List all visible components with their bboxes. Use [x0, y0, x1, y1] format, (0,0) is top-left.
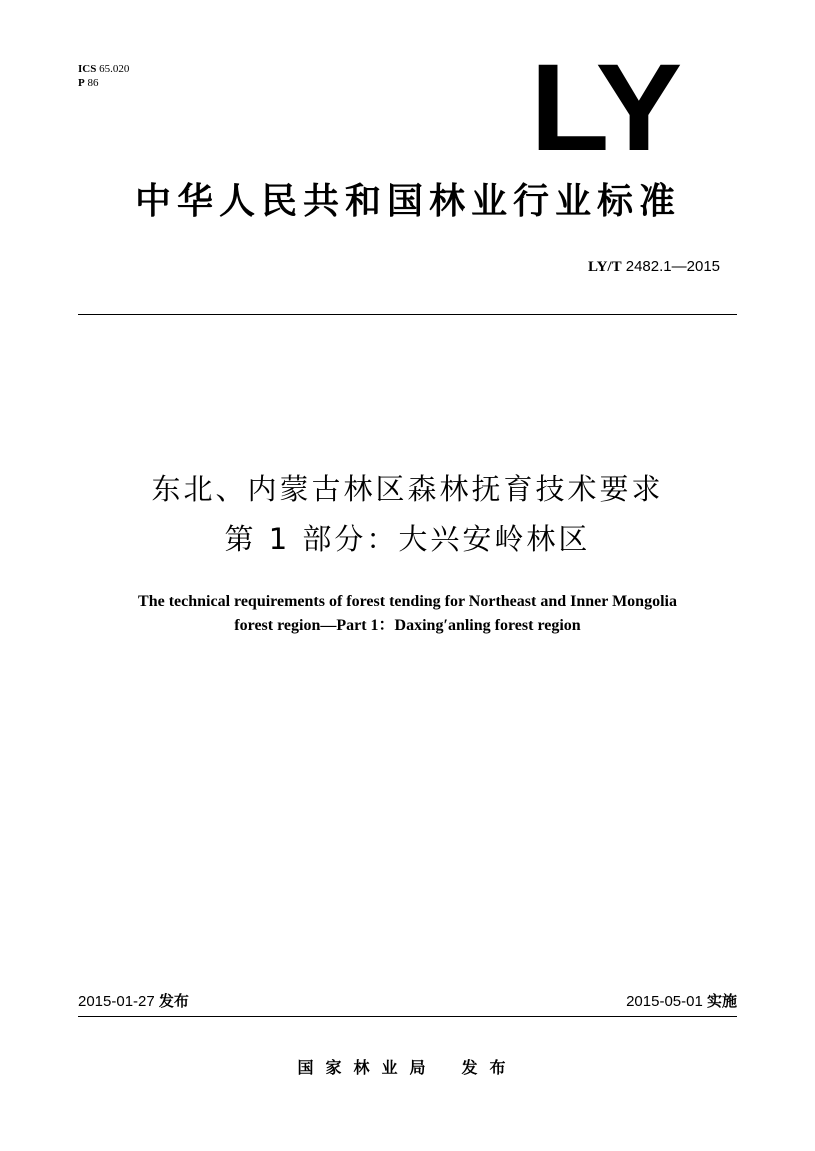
bottom-divider	[78, 1016, 737, 1017]
title-zh-line1: 东北、内蒙古林区森林抚育技术要求	[151, 472, 664, 506]
ics-code: 65.020	[99, 63, 130, 75]
standard-code-number: 2482.1—2015	[625, 258, 720, 275]
effective-date: 2015-05-01	[626, 993, 703, 1010]
issuer-action: 发布	[461, 1058, 518, 1077]
p-line	[78, 76, 129, 90]
title-zh-line2: 第 1 部分：大兴安岭林区	[224, 522, 591, 556]
issuer-name: 国家林业局	[297, 1058, 438, 1077]
top-divider	[78, 314, 737, 315]
p-code: 86	[87, 77, 99, 89]
title-en-line2: forest region—Part 1：Daxing′anling forest region	[234, 617, 581, 634]
title-en-line1: The technical requirements of forest tending for Northeast and Inner Mongolia	[138, 593, 677, 610]
issue-date-block	[78, 990, 189, 1011]
issuer-line	[0, 1055, 815, 1078]
p-label: P	[78, 77, 85, 89]
standard-code	[520, 258, 720, 276]
effective-label: 实施	[706, 992, 737, 1010]
issue-date: 2015-01-27	[78, 993, 155, 1010]
organization-title: 中华人民共和国林业行业标准	[134, 181, 681, 222]
ly-logo: LY	[530, 39, 681, 177]
ics-line	[78, 62, 129, 76]
issue-label: 发布	[158, 992, 189, 1010]
effective-date-block	[626, 990, 737, 1011]
standard-code-prefix: LY/T	[587, 259, 622, 275]
classification-block	[78, 62, 129, 90]
ics-label: ICS	[78, 63, 97, 75]
